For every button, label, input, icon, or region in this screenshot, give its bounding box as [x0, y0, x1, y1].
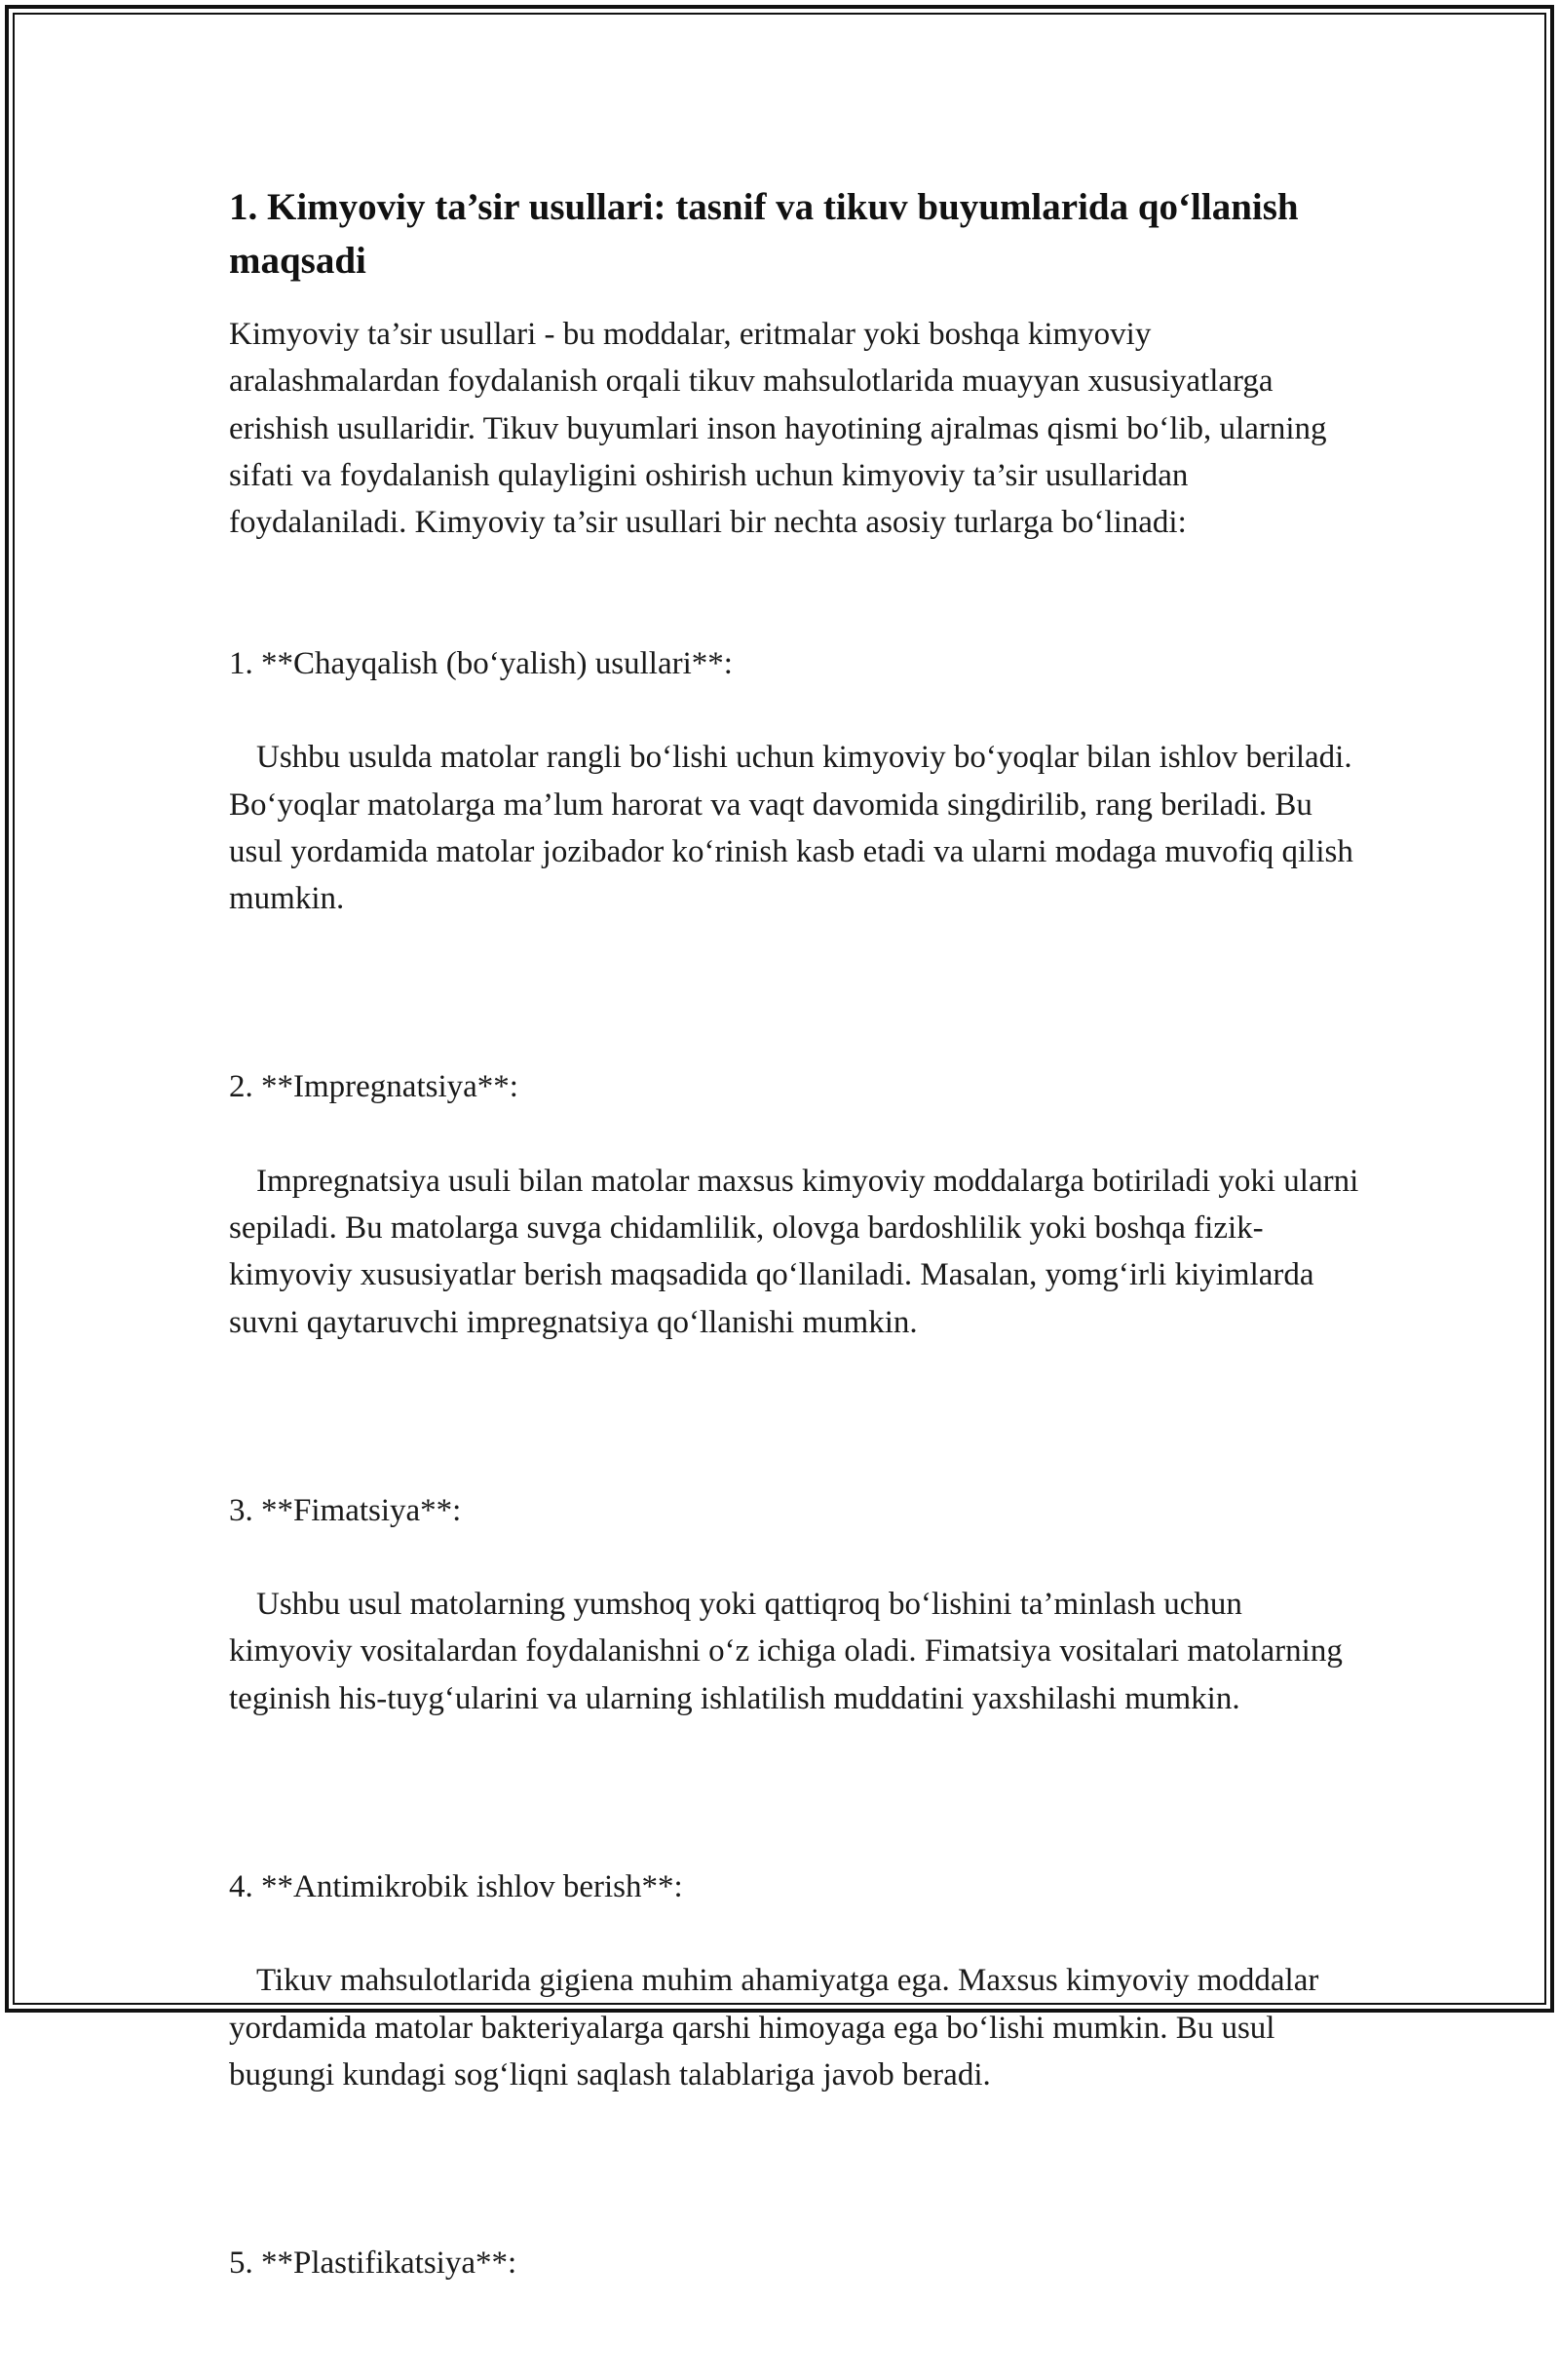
list-item-body: Tikuv mahsulotlarida gigiena muhim ahamiyatga ega. Maxsus kimyoviy moddalar yordamida matolar bakteriyalarga qarshi himoyaga ega bo‘lishi mumkin. Bu usul bugungi kundagi sog‘liqni saqlash talablariga javob beradi. [229, 1963, 1319, 2092]
list-item-title: 2. **Impregnatsiya**: [229, 1069, 518, 1105]
list-item-1 [229, 593, 1359, 969]
document-page [229, 180, 1359, 2380]
list-item-3 [229, 1440, 1359, 1769]
list-item-body: Ushbu usul matolarning yumshoq yoki qattiqroq bo‘lishini ta’minlash uchun kimyoviy vositalardan foydalanishni o‘z ichiga oladi. Fimatsiya vositalari matolarning teginish his-tuyg‘ularini va ularning ishlatilish muddatini yaxshilashi mumkin. [229, 1587, 1343, 1716]
intro-paragraph: Kimyoviy ta’sir usullari - bu moddalar, eritmalar yoki boshqa kimyoviy aralashmalardan foydalanish orqali tikuv mahsulotlarida muayyan xususiyatlarga erishish usullaridir. Tikuv buyumlari inson hayotining ajralmas qismi bo‘lib, ularning sifati va foydalanish qulayligini oshirish uchun kimyoviy ta’sir usullaridan foydalaniladi. Kimyoviy ta’sir usullari bir nechta asosiy turlarga bo‘linadi: [229, 317, 1327, 541]
list-item-title: 3. **Fimatsiya**: [229, 1492, 462, 1528]
list-item-2 [229, 1017, 1359, 1393]
list-item-body: Impregnatsiya usuli bilan matolar maxsus kimyoviy moddalarga botiriladi yoki ularni sepiladi. Bu matolarga suvga chidamlilik, olovga bardoshlilik yoki boshqa fizik-kimyoviy xususiyatlar berish maqsadida qo‘llaniladi. Masalan, yomg‘irli kiyimlarda suvni qaytaruvchi impregnatsiya qo‘llanishi mumkin. [229, 1163, 1359, 1340]
list-item-5 [229, 2192, 1359, 2333]
list-item-title: 4. **Antimikrobik ishlov berish**: [229, 1868, 683, 1904]
list-item-title: 1. **Chayqalish (bo‘yalish) usullari**: [229, 645, 733, 681]
list-item-body: Ushbu usulda matolar rangli bo‘lishi uchun kimyoviy bo‘yoqlar bilan ishlov beriladi. Bo‘yoqlar matolarga ma’lum harorat va vaqt davomida singdirilib, rang beriladi. Bu usul yordamida matolar jozibador ko‘rinish kasb etadi va ularni modaga muvofiq qilish mumkin. [229, 740, 1353, 917]
section-heading: 1. Kimyoviy ta’sir usullari: tasnif va tikuv buyumlarida qo‘llanish maqsadi [229, 186, 1299, 282]
list-item-title: 5. **Plastifikatsiya**: [229, 2245, 517, 2281]
list-item-4 [229, 1816, 1359, 2145]
